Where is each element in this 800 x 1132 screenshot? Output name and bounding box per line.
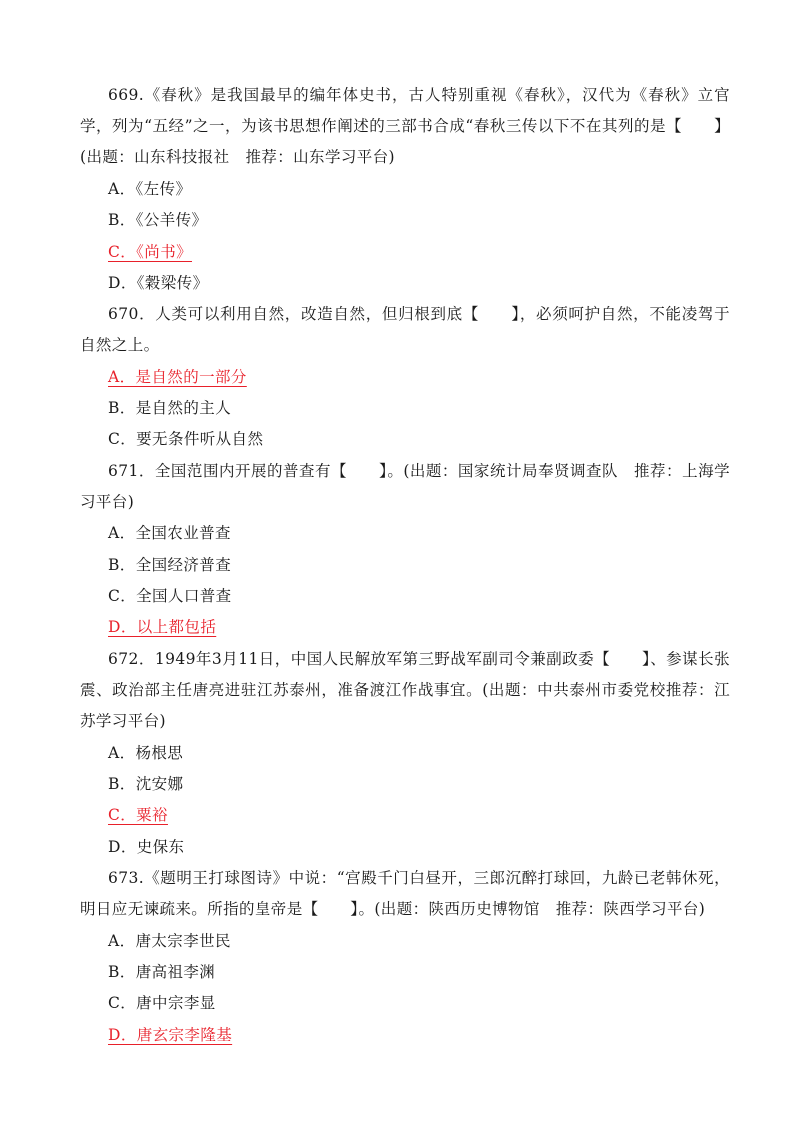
question-672-text: 672．1949年3月11日，中国人民解放军第三野战军副司令兼副政委【 】、参谋长张震、政治部主任唐亮进驻江苏泰州，准备渡江作战事宜。(出题：中共泰州市委党校推荐：江苏学习平台)	[80, 650, 730, 730]
question-671-option-d-correct: D．以上都包括	[108, 618, 217, 636]
question-673-option-c: C．唐中宗李显	[108, 994, 216, 1012]
question-673-option-d-correct: D．唐玄宗李隆基	[108, 1026, 233, 1044]
question-673-text: 673.《题明王打球图诗》中说：“宫殿千门白昼开，三郎沉醉打球回，九龄已老韩休死，明日应无谏疏来。所指的皇帝是【 】。(出题：陕西历史博物馆 推荐：陕西学习平台)	[80, 869, 730, 918]
question-671-option-a: A．全国农业普查	[108, 524, 231, 542]
question-671-text: 671．全国范围内开展的普查有【 】。(出题：国家统计局奉贤调查队 推荐：上海学习平台)	[80, 462, 730, 511]
question-672-option-d: D．史保东	[108, 838, 185, 856]
question-670-option-c: C．要无条件听从自然	[108, 430, 264, 448]
question-669-option-a: A．《左传》	[108, 180, 192, 198]
question-672-option-c-correct: C．粟裕	[108, 806, 168, 824]
question-673-option-b: B．唐高祖李渊	[108, 963, 216, 981]
question-669-option-d: D．《穀梁传》	[108, 274, 209, 292]
question-671-option-b: B．全国经济普查	[108, 556, 232, 574]
question-670-option-b: B．是自然的主人	[108, 399, 232, 417]
question-670-option-a-correct: A．是自然的一部分	[108, 368, 247, 386]
question-671-option-c: C．全国人口普查	[108, 587, 232, 605]
question-669-option-b: B．《公羊传》	[108, 211, 208, 229]
question-669-option-c-correct: C．《尚书》	[108, 243, 193, 261]
question-670-text: 670．人类可以利用自然，改造自然，但归根到底【 】，必须呵护自然，不能凌驾于自然之上。	[80, 305, 730, 354]
question-673-option-a: A．唐太宗李世民	[108, 932, 231, 950]
question-669-text: 669.《春秋》是我国最早的编年体史书，古人特别重视《春秋》，汉代为《春秋》立官学，列为“五经”之一，为该书思想作阐述的三部书合成“春秋三传以下不在其列的是【 】(出题：山东科技报社 推荐：山东学习平台)	[80, 86, 730, 166]
question-672-option-a: A．杨根思	[108, 744, 184, 762]
question-672-option-b: B．沈安娜	[108, 775, 184, 793]
